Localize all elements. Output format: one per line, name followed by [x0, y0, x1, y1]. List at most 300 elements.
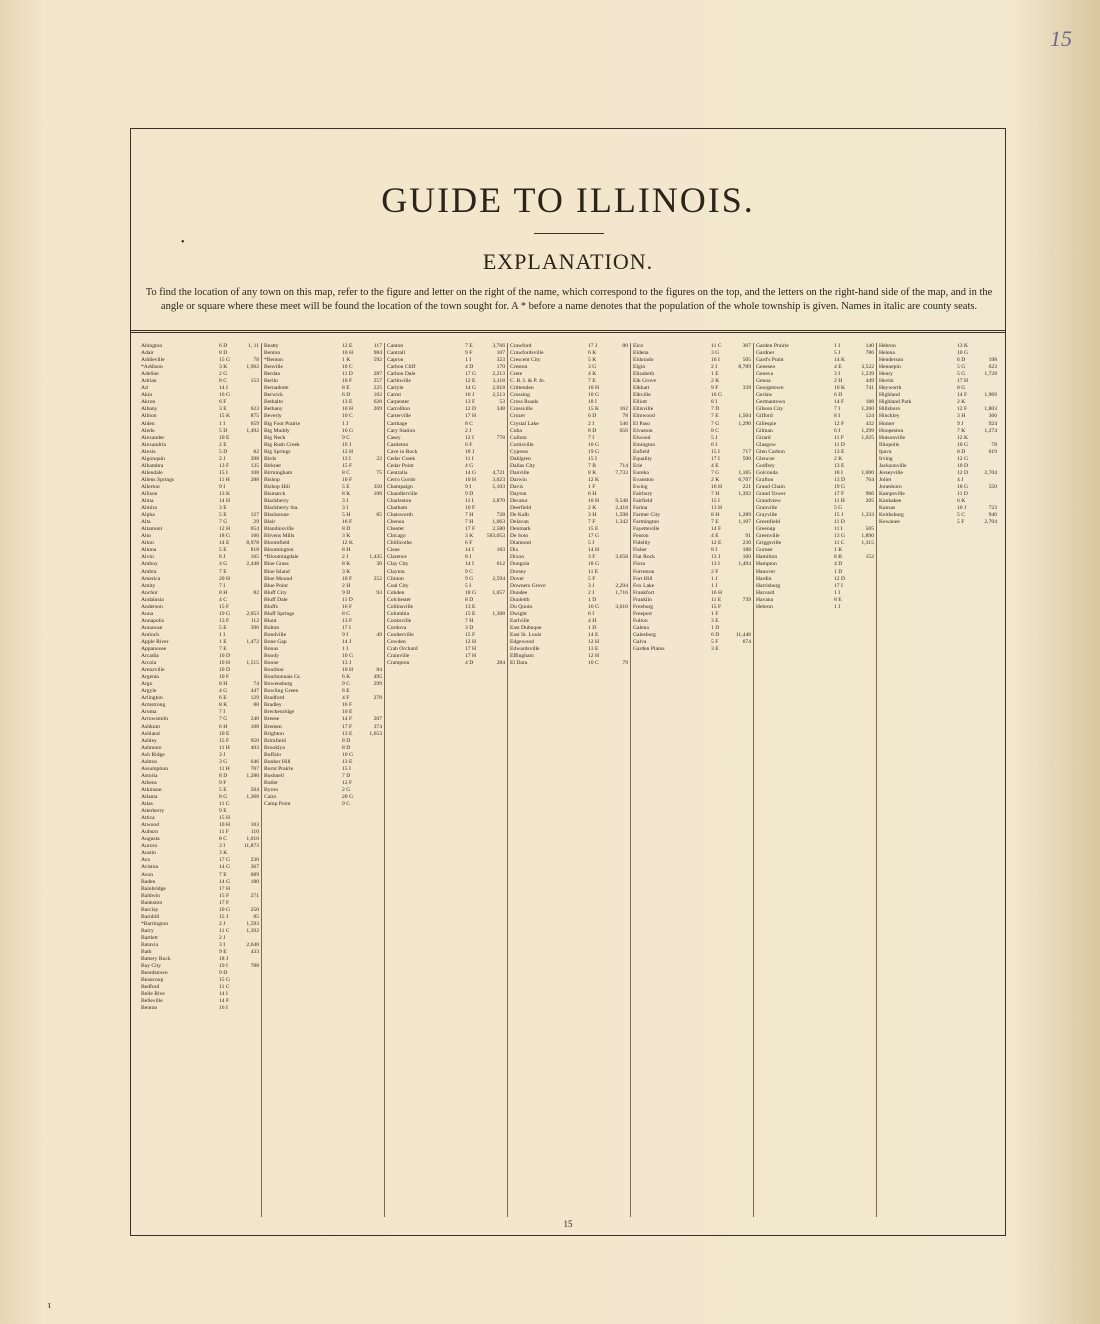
town-name: Ambra	[141, 568, 157, 575]
index-entry	[633, 484, 751, 491]
town-name: Evanston	[633, 476, 654, 483]
town-name: Bartlett	[141, 934, 158, 941]
grid-reference: 20 G	[342, 794, 354, 800]
town-name: Galva	[633, 638, 647, 645]
population: 108	[250, 723, 259, 730]
index-entry	[879, 392, 997, 399]
grid-reference: 12 G	[957, 455, 969, 462]
population	[483, 583, 505, 590]
grid-reference: 4 D	[465, 660, 474, 667]
index-entry	[264, 780, 382, 787]
grid-reference: 7 K	[957, 427, 966, 434]
index-entry	[141, 907, 259, 914]
grid-reference: 7 H	[465, 512, 474, 519]
population: 1,504	[738, 413, 751, 420]
town-name: Blackberry	[264, 498, 289, 505]
index-entry	[264, 406, 382, 413]
population: 2,213	[492, 371, 505, 378]
population	[360, 505, 382, 512]
town-name: Carbon Cliff	[387, 364, 416, 371]
index-entry	[756, 554, 874, 561]
index-entry	[756, 357, 874, 364]
grid-reference: 16 H	[711, 589, 723, 596]
population: 112	[250, 617, 259, 624]
population	[360, 660, 382, 667]
grid-reference: 5 I	[588, 540, 595, 547]
grid-reference: 19 G	[588, 448, 600, 455]
grid-reference: 2 K	[711, 378, 720, 385]
grid-reference: 17 I	[834, 582, 843, 589]
population	[606, 540, 628, 547]
town-name: Keithsburg	[879, 512, 904, 519]
grid-reference: 13 K	[219, 490, 231, 497]
grid-reference: 13 D	[834, 476, 846, 483]
population: 160	[742, 554, 751, 561]
town-name: Alexandria	[141, 441, 166, 448]
population	[237, 667, 259, 674]
population: 4,721	[492, 469, 505, 476]
town-name: Cowden	[387, 638, 406, 645]
index-entry	[387, 519, 505, 526]
population: 11,873	[243, 843, 259, 850]
town-name: Bradford	[264, 695, 285, 702]
town-name: Arrowsmith	[141, 716, 169, 723]
index-entry	[879, 364, 997, 371]
population	[606, 477, 628, 484]
index-entry	[264, 576, 382, 583]
grid-reference: 14 F	[711, 526, 722, 533]
population	[483, 625, 505, 632]
grid-reference: 17 G	[588, 533, 600, 540]
town-name: Denmark	[510, 526, 531, 533]
town-name: Bremen	[264, 723, 282, 730]
grid-reference: 11 H	[834, 498, 845, 505]
index-entry	[633, 392, 751, 399]
index-entry	[510, 413, 628, 420]
index-entry	[141, 702, 259, 709]
town-name: Farmer City	[633, 512, 661, 519]
index-entry	[141, 731, 259, 738]
index-entry	[756, 491, 874, 498]
index-entry	[264, 724, 382, 731]
town-name: Griggsville	[756, 540, 782, 547]
population: 135	[250, 462, 259, 469]
population	[606, 569, 628, 576]
town-name: Carrollton	[387, 406, 410, 413]
population: 505	[742, 357, 751, 364]
grid-reference: 4 E	[711, 462, 719, 469]
town-name: Alhambra	[141, 462, 164, 469]
town-name: Baden	[141, 878, 156, 885]
grid-reference: 3 J	[588, 582, 595, 589]
index-entry	[633, 611, 751, 618]
town-name: Bowensburg	[264, 681, 293, 688]
town-name: Chicago	[387, 533, 406, 540]
population: 129	[250, 695, 259, 702]
town-name: Bradley	[264, 702, 282, 709]
town-name: Godfrey	[756, 462, 775, 469]
index-entry	[879, 491, 997, 498]
town-name: Buffalo	[264, 751, 281, 758]
population	[606, 653, 628, 660]
index-entry	[879, 421, 997, 428]
ornament-dot: •	[181, 237, 185, 248]
population	[729, 576, 751, 583]
index-entry	[387, 343, 505, 350]
town-name: Bonus	[264, 646, 279, 653]
grid-reference: 9 E	[219, 808, 227, 815]
population	[852, 484, 874, 491]
index-entry	[387, 660, 505, 667]
grid-reference: 3 K	[219, 850, 228, 857]
index-entry	[633, 639, 751, 646]
grid-reference: 3 I	[834, 371, 841, 378]
grid-reference: 11 E	[588, 568, 599, 575]
population	[606, 449, 628, 456]
population	[360, 442, 382, 449]
grid-reference: 19 G	[834, 483, 846, 490]
population: 205	[865, 498, 874, 505]
population	[483, 569, 505, 576]
town-name: Battery Rock	[141, 956, 171, 963]
town-name: Helena	[879, 350, 895, 357]
index-entry	[510, 611, 628, 618]
town-name: Bainbridge	[141, 885, 166, 892]
town-name: Blair	[264, 519, 276, 526]
index-entry	[633, 378, 751, 385]
population: 3,766	[492, 343, 505, 349]
town-name: Blue Island	[264, 568, 290, 575]
town-name: Fenton	[633, 533, 649, 540]
index-entry	[510, 639, 628, 646]
grid-reference: 8 K	[588, 469, 597, 476]
grid-reference: 17 H	[465, 653, 477, 660]
population	[975, 456, 997, 463]
grid-reference: 15 G	[219, 977, 231, 984]
population: 1,728	[984, 371, 997, 378]
grid-reference: 15 J	[219, 913, 229, 920]
grid-reference: 14 G	[219, 878, 231, 885]
grid-reference: 8 G	[219, 794, 228, 800]
grid-reference: 10 G	[957, 350, 969, 357]
town-name: Chandlerville	[387, 490, 418, 497]
grid-reference: 12 D	[465, 406, 477, 413]
grid-reference: 1 E	[711, 371, 719, 378]
population	[360, 449, 382, 456]
index-entry	[264, 463, 382, 470]
population	[237, 399, 259, 406]
town-name: Clayton	[387, 568, 405, 575]
population	[360, 618, 382, 625]
town-name: Erie	[633, 462, 643, 469]
town-name: Collinsville	[387, 603, 414, 610]
population	[360, 547, 382, 554]
town-name: Barry	[141, 927, 154, 934]
population: 2,870	[492, 498, 505, 505]
index-entry	[141, 695, 259, 702]
population	[237, 780, 259, 787]
population	[360, 421, 382, 428]
town-name: Clinton	[387, 575, 404, 582]
index-entry	[141, 484, 259, 491]
grid-reference: 4 J	[957, 476, 964, 483]
index-column	[631, 343, 754, 1217]
population: 764	[865, 476, 874, 483]
index-entry	[756, 371, 874, 378]
index-entry	[141, 428, 259, 435]
population: 396	[250, 624, 259, 631]
grid-reference: 3 I	[342, 505, 349, 512]
index-entry	[510, 512, 628, 519]
grid-reference: 1 I	[834, 603, 841, 610]
population: 505	[865, 526, 874, 533]
index-entry	[633, 491, 751, 498]
town-name: Allison	[141, 490, 158, 497]
grid-reference: 7 I	[219, 709, 226, 716]
town-name: Birkner	[264, 462, 282, 469]
population: 85	[253, 913, 259, 920]
town-name: Bay City	[141, 963, 162, 970]
grid-reference: 1 K	[834, 547, 843, 554]
index-entry	[264, 456, 382, 463]
grid-reference: 19 I	[219, 963, 228, 970]
index-entry	[141, 709, 259, 716]
population	[360, 540, 382, 547]
index-entry	[633, 505, 751, 512]
population: 2,418	[615, 505, 628, 512]
population	[729, 435, 751, 442]
town-name: Downers Grove	[510, 582, 546, 589]
grid-reference: 12 E	[711, 540, 722, 547]
population	[852, 597, 874, 604]
grid-reference: 3 K	[219, 364, 228, 371]
grid-reference: 16 G	[711, 392, 723, 399]
index-entry	[141, 991, 259, 998]
town-name: Charleston	[387, 498, 412, 505]
grid-reference: 10 H	[342, 667, 354, 674]
index-entry	[633, 385, 751, 392]
index-entry	[141, 470, 259, 477]
grid-reference: 11 H	[219, 476, 230, 483]
population: 1,289	[738, 512, 751, 519]
town-name: Chatham	[387, 505, 408, 512]
index-entry	[141, 724, 259, 731]
population	[237, 752, 259, 759]
index-entry	[633, 428, 751, 435]
index-entry	[879, 413, 997, 420]
index-entry	[264, 660, 382, 667]
population	[360, 759, 382, 766]
index-entry	[141, 604, 259, 611]
town-name: Berwick	[264, 392, 283, 399]
town-name: Georgetown	[756, 385, 784, 392]
population: 307	[742, 343, 751, 349]
grid-reference: 11 C	[219, 801, 230, 808]
population	[483, 463, 505, 470]
index-column	[877, 343, 999, 1217]
town-name: Cobden	[387, 589, 405, 596]
population: 1,107	[738, 519, 751, 526]
grid-reference: 4 K	[588, 371, 597, 378]
town-name: Aviston	[141, 864, 159, 871]
grid-reference: 14 H	[588, 547, 600, 554]
grid-reference: 12 D	[957, 469, 969, 476]
grid-reference: 15 J	[834, 512, 844, 519]
population	[237, 653, 259, 660]
town-name: Cave in Rock	[387, 448, 418, 455]
population: 374	[373, 723, 382, 730]
population	[852, 583, 874, 590]
town-name: Hoopeston	[879, 427, 904, 434]
town-name: Jonesboro	[879, 483, 902, 490]
index-entry	[141, 942, 259, 949]
grid-reference: 6 K	[957, 498, 966, 505]
town-name: Elco	[633, 343, 644, 349]
town-name: Curtisville	[510, 441, 534, 448]
grid-reference: 6 I	[711, 441, 718, 448]
index-entry	[510, 505, 628, 512]
town-name: Carmi	[387, 392, 401, 399]
index-entry	[264, 413, 382, 420]
population: 1,653	[369, 730, 382, 737]
town-name: El Paso	[633, 420, 650, 427]
index-entry	[879, 477, 997, 484]
index-entry	[141, 547, 259, 554]
population	[729, 646, 751, 653]
index-entry	[141, 984, 259, 991]
grid-reference: 8 C	[465, 420, 473, 427]
town-name: Adair	[141, 350, 154, 357]
town-name: Dixon	[510, 554, 524, 561]
grid-reference: 9 F	[711, 385, 719, 392]
population: 188	[865, 399, 874, 406]
town-name: Bloomington	[264, 547, 294, 554]
town-name: Dahlgren	[510, 455, 531, 462]
index-entry	[141, 639, 259, 646]
population: 257	[373, 378, 382, 385]
index-entry	[264, 505, 382, 512]
grid-reference: 13 H	[711, 505, 723, 512]
grid-reference: 2 J	[342, 554, 349, 561]
title-divider	[534, 233, 604, 234]
population: 398	[250, 455, 259, 462]
grid-reference: 3 E	[219, 406, 227, 413]
population	[360, 801, 382, 808]
town-name: Elkhart	[633, 385, 650, 392]
population: 49	[376, 631, 382, 638]
town-name: Colchester	[387, 596, 411, 603]
index-entry	[510, 484, 628, 491]
population	[360, 611, 382, 618]
town-name: Henry	[879, 371, 893, 378]
population	[483, 421, 505, 428]
population	[606, 392, 628, 399]
population: 6,707	[738, 476, 751, 483]
grid-reference: 10 H	[588, 385, 600, 392]
population	[237, 956, 259, 963]
population: 2,513	[492, 392, 505, 399]
index-entry	[633, 526, 751, 533]
town-name: Brooklyn	[264, 744, 286, 751]
grid-reference: 10 G	[219, 906, 231, 913]
index-entry	[141, 815, 259, 822]
town-name: Chatsworth	[387, 512, 413, 519]
grid-reference: 10 K	[834, 385, 846, 392]
grid-reference: 8 C	[342, 469, 350, 476]
grid-reference: 1 E	[219, 638, 227, 645]
population: 162	[373, 392, 382, 399]
population: 82	[253, 589, 259, 596]
town-name: Abington	[141, 343, 163, 349]
population: 1,185	[738, 469, 751, 476]
population: 91	[745, 533, 751, 540]
index-entry	[387, 364, 505, 371]
population	[483, 639, 505, 646]
grid-reference: 4 G	[219, 688, 228, 695]
grid-reference: 9 F	[219, 779, 227, 786]
town-name: Cullom	[510, 434, 527, 441]
grid-reference: 3 J	[219, 751, 226, 758]
population: 110	[250, 829, 259, 836]
town-name: Genoa	[756, 378, 771, 385]
population: 1,274	[984, 427, 997, 434]
grid-reference: 12 K	[957, 434, 969, 441]
index-entry	[141, 421, 259, 428]
population: 1,962	[246, 364, 259, 371]
index-entry	[141, 893, 259, 900]
index-entry	[510, 343, 628, 350]
grid-reference: 17 H	[465, 646, 477, 653]
town-name: Kankakee	[879, 498, 902, 505]
grid-reference: 9 J	[957, 420, 964, 427]
index-entry	[633, 435, 751, 442]
index-entry	[756, 512, 874, 519]
town-name: Augusta	[141, 836, 160, 843]
population	[975, 399, 997, 406]
index-entry	[510, 428, 628, 435]
index-entry	[264, 773, 382, 780]
town-name: Grandview	[756, 498, 781, 505]
index-entry	[510, 378, 628, 385]
index-entry	[141, 498, 259, 505]
index-entry	[141, 435, 259, 442]
grid-reference: 14 I	[219, 991, 228, 998]
index-entry	[510, 646, 628, 653]
population: 728	[496, 512, 505, 519]
grid-reference: 17 F	[834, 490, 845, 497]
grid-reference: 16 J	[342, 441, 352, 448]
grid-reference: 11 F	[219, 829, 229, 836]
town-name: Appanoose	[141, 646, 167, 653]
grid-reference: 8 C	[219, 836, 227, 843]
town-name: Delavan	[510, 519, 529, 526]
population: 1,290	[738, 420, 751, 427]
population: 1,010	[246, 836, 259, 843]
grid-reference: 16 F	[342, 519, 353, 526]
population: 299	[373, 681, 382, 688]
index-entry	[756, 378, 874, 385]
town-name: Clay City	[387, 561, 409, 568]
town-name: Andalusia	[141, 596, 164, 603]
index-entry	[756, 435, 874, 442]
town-name: Canton	[387, 343, 404, 349]
town-name: Herrin	[879, 378, 894, 385]
town-name: Highland	[879, 392, 900, 399]
town-name: Anchor	[141, 589, 158, 596]
town-name: Arcola	[141, 660, 157, 667]
index-entry	[141, 618, 259, 625]
grid-reference: 8 D	[342, 737, 351, 744]
